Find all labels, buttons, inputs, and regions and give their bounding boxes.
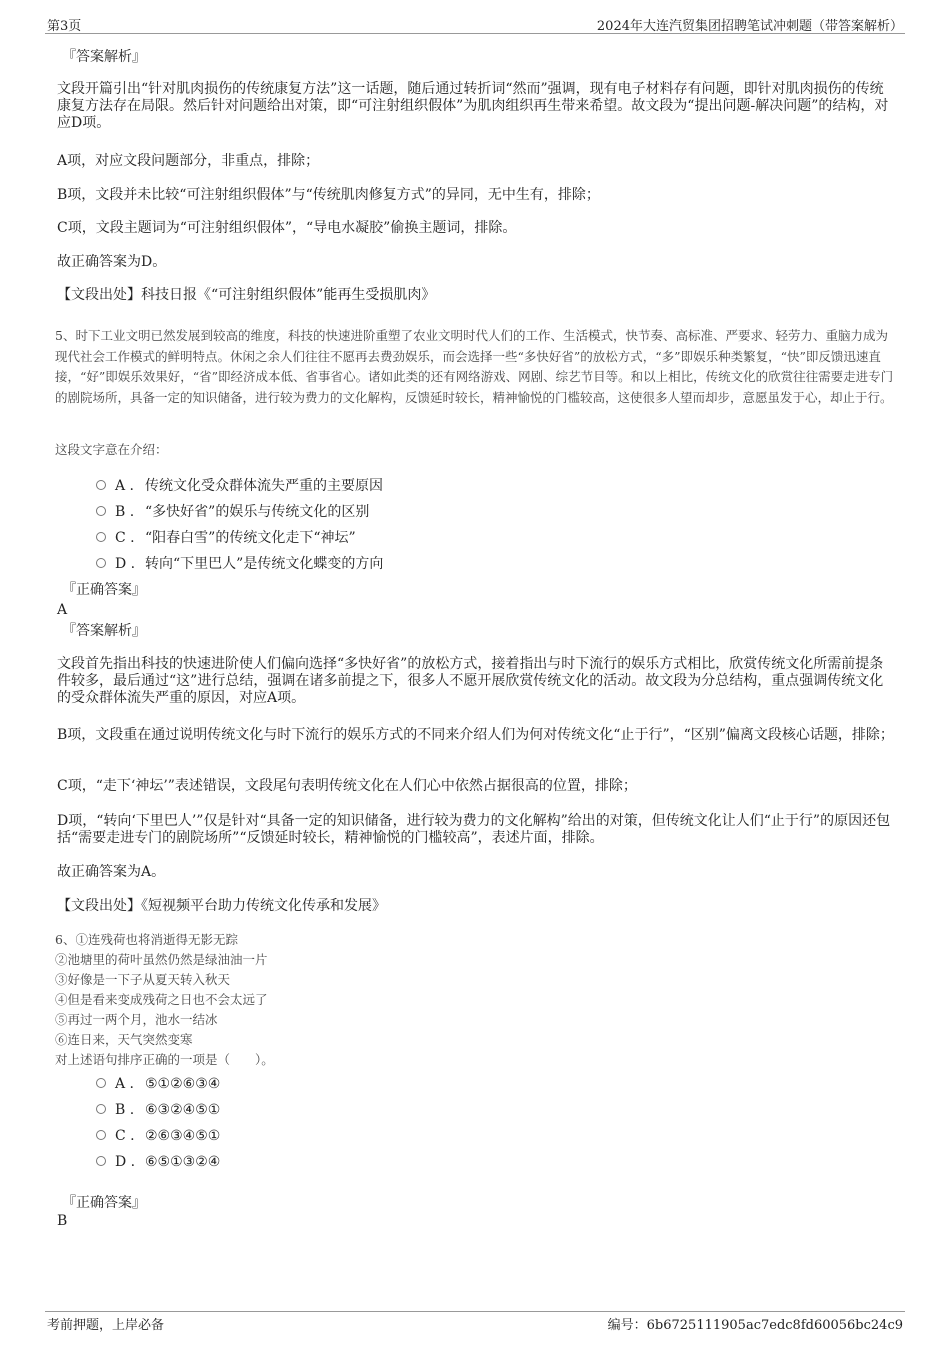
q6-line-6: ⑥连日来，天气突然变寒 (55, 1032, 193, 1047)
q5-option-c[interactable] (96, 529, 356, 547)
q4-option-b-analysis: B项，文段并未比较“可注射组织假体”与“传统肌肉修复方式”的异同，无中生有，排除； (57, 187, 600, 203)
q6-answer-label: 『正确答案』 (62, 1195, 146, 1211)
option-letter: B . (115, 1102, 135, 1118)
option-text: 转向“下里巴人”是传统文化蝶变的方向 (145, 556, 384, 572)
option-text: ②⑥③④⑤① (145, 1128, 221, 1144)
q4-conclusion: 故正确答案为D。 (57, 254, 167, 270)
q5-option-b-analysis: B项，文段重在通过说明传统文化与时下流行的娱乐方式的不同来介绍人们为何对传统文化“止于行”，“区别”偏离文段核心话题，排除； (57, 727, 894, 743)
option-letter: B . (115, 504, 135, 520)
q4-option-c-analysis: C项，文段主题词为“可注射组织假体”，“导电水凝胶”偷换主题词，排除。 (57, 220, 517, 236)
q5-analysis-text: 文段首先指出科技的快速进阶使人们偏向选择“多快好省”的放松方式，接着指出与时下流行的娱乐方式相比，欣赏传统文化所需前提条件较多，最后通过“这”进行总结，强调在诸多前提之下，很多人不愿开展欣赏传统文化的活动。故文段为分总结构，重点强调传统文化的受众群体流失严重的原因，对应A项。 (57, 656, 884, 706)
q6-line-2: ②池塘里的荷叶虽然仍然是绿油油一片 (55, 952, 268, 967)
option-letter: A . (115, 478, 135, 494)
q6-option-b[interactable] (96, 1101, 220, 1119)
q6-option-a[interactable] (96, 1075, 220, 1093)
header-divider (45, 33, 905, 34)
q5-analysis-label: 『答案解析』 (62, 623, 146, 639)
q4-option-a-analysis: A项，对应文段问题部分，非重点，排除； (57, 153, 320, 169)
radio-icon[interactable] (96, 1156, 106, 1166)
q6-option-d[interactable] (96, 1153, 220, 1171)
document-title: 2024年大连汽贸集团招聘笔试冲刺题（带答案解析） (596, 19, 903, 34)
q6-line-3: ③好像是一下子从夏天转入秋天 (55, 972, 231, 987)
q5-answer: A (57, 602, 68, 618)
q5-prompt: 这段文字意在介绍： (55, 442, 168, 457)
radio-icon[interactable] (96, 1130, 106, 1140)
option-letter: A . (115, 1076, 135, 1092)
option-text: ⑥③②④⑤① (145, 1102, 221, 1118)
q5-option-d[interactable] (96, 555, 383, 573)
q6-answer: B (57, 1213, 68, 1229)
q5-option-c-analysis: C项，“走下‘神坛’”表述错误，文段尾句表明传统文化在人们心中依然占据很高的位置，排除； (57, 778, 637, 794)
q6-line-5: ⑤再过一两个月，池水一结冰 (55, 1012, 218, 1027)
option-letter: C . (115, 530, 135, 546)
option-letter: D . (115, 1154, 136, 1170)
option-letter: D . (115, 556, 136, 572)
q5-option-a[interactable] (96, 477, 383, 495)
option-text: ⑥⑤①③②④ (145, 1154, 221, 1170)
page-number: 第3页 (47, 19, 82, 34)
q6-line-4: ④但是看来变成残荷之日也不会太远了 (55, 992, 268, 1007)
q5-option-d-analysis: D项，“转向‘下里巴人’”仅是针对“具备一定的知识储备，进行较为费力的文化解构”给出的对策，但传统文化让人们“止于行”的原因还包括“需要走进专门的剧院场所”“反馈延时较长，精神愉悦的门槛较高”，表述片面，排除。 (57, 813, 891, 846)
q5-option-b[interactable] (96, 503, 369, 521)
q6-option-c[interactable] (96, 1127, 220, 1145)
footer-serial: 编号：6b6725111905ac7edc8fd60056bc24c9 (607, 1318, 903, 1333)
option-letter: C . (115, 1128, 135, 1144)
option-text: ⑤①②⑥③④ (145, 1076, 221, 1092)
q5-stem: 5、时下工业文明已然发展到较高的维度，科技的快速进阶重塑了农业文明时代人们的工作、生活模式，快节奏、高标准、严要求、轻劳力、重脑力成为现代社会工作模式的鲜明特点。休闲之余人们往往不愿再去费劲娱乐，而会选择一些“多快好省”的放松方式，“多”即娱乐种类繁复，“快”即反馈迅速直接，“好”即娱乐效果好，“省”即经济成本低、省事省心。诸如此类的还有网络游戏、网剧、综艺节目等。和以上相比，传统文化的欣赏往往需要走进专门的剧院场所，具备一定的知识储备，进行较为费力的文化解构，反馈延时较长，精神愉悦的门槛较高，这使很多人望而却步，意愿虽发于心，却止于行。 (55, 328, 894, 405)
q5-conclusion: 故正确答案为A。 (57, 864, 166, 880)
q5-source: 【文段出处】《短视频平台助力传统文化传承和发展》 (57, 898, 386, 914)
option-text: “多快好省”的娱乐与传统文化的区别 (145, 504, 370, 520)
q6-prompt: 对上述语句排序正确的一项是（ ）。 (55, 1052, 274, 1067)
q5-answer-label: 『正确答案』 (62, 582, 146, 598)
radio-icon[interactable] (96, 480, 106, 490)
option-text: “阳春白雪”的传统文化走下“神坛” (145, 530, 356, 546)
option-text: 传统文化受众群体流失严重的主要原因 (145, 478, 383, 494)
radio-icon[interactable] (96, 532, 106, 542)
radio-icon[interactable] (96, 1104, 106, 1114)
q4-analysis-text: 文段开篇引出“针对肌肉损伤的传统康复方法”这一话题，随后通过转折词“然而”强调，现有电子材料存有问题，即针对肌肉损伤的传统康复方法存在局限。然后针对问题给出对策，即“可注射组织假体”为肌肉组织再生带来希望。故文段为“提出问题-解决问题”的结构，对应D项。 (57, 81, 889, 131)
radio-icon[interactable] (96, 506, 106, 516)
footer-slogan: 考前押题，上岸必备 (47, 1318, 165, 1333)
radio-icon[interactable] (96, 1078, 106, 1088)
footer-divider (45, 1311, 905, 1312)
q4-source: 【文段出处】科技日报《“可注射组织假体”能再生受损肌肉》 (57, 287, 436, 303)
radio-icon[interactable] (96, 558, 106, 568)
q6-line-1: 6、①连残荷也将消逝得无影无踪 (55, 932, 238, 947)
q4-analysis-label: 『答案解析』 (62, 49, 146, 65)
